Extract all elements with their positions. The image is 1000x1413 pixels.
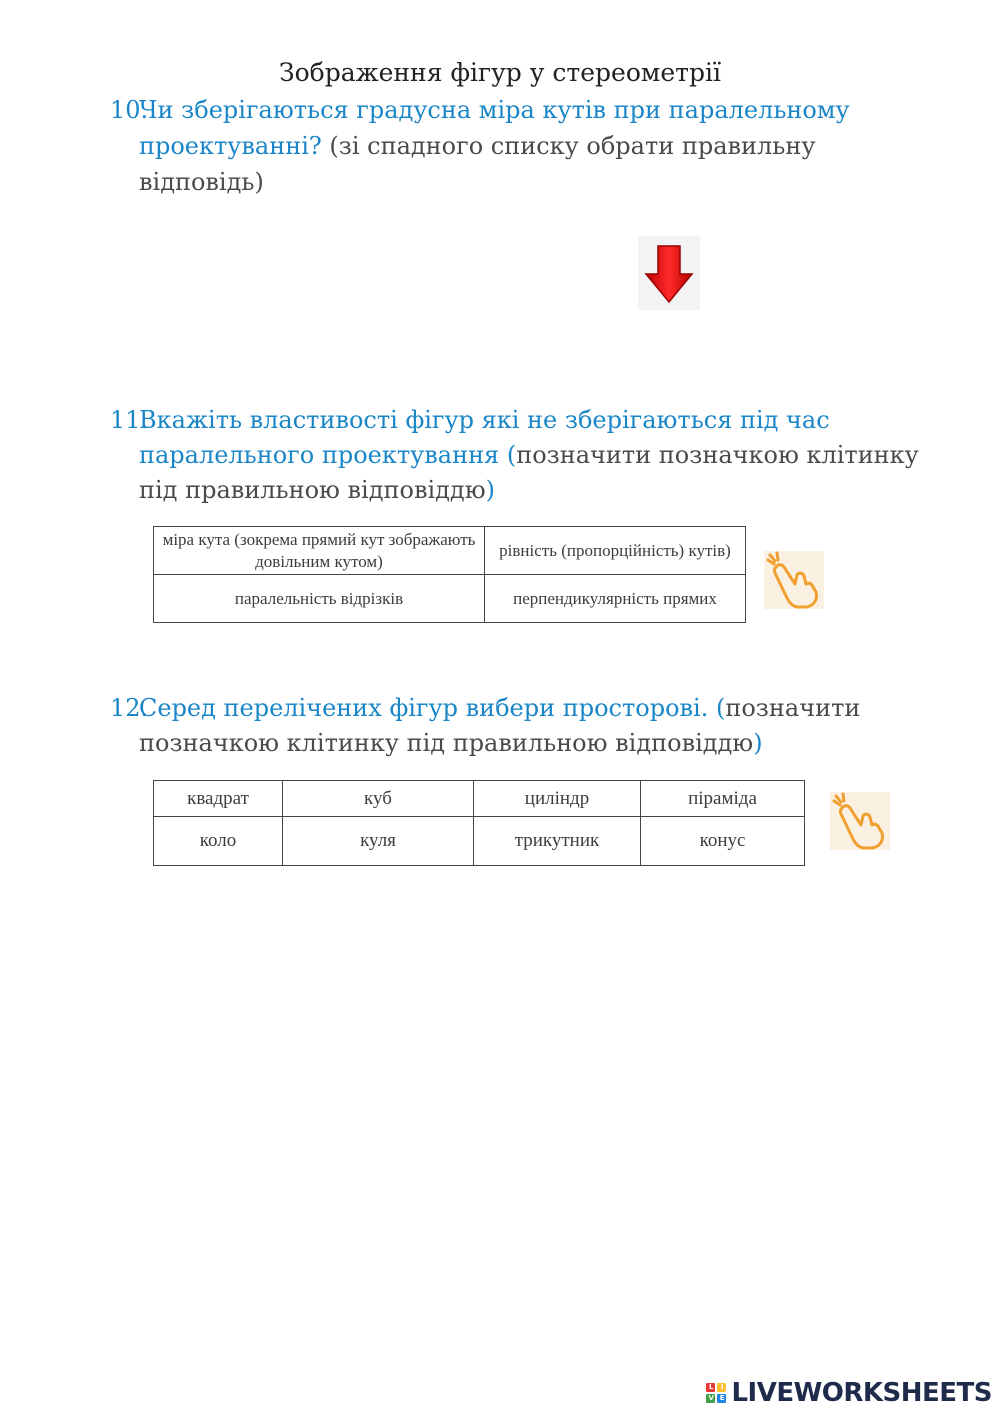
logo-letter: L — [706, 1383, 715, 1392]
table-cell[interactable]: куля — [283, 817, 474, 866]
question-number: 10. — [110, 96, 149, 124]
table-cell[interactable]: перпендикулярність прямих — [485, 575, 746, 623]
page-title: Зображення фігур у стереометрії — [279, 58, 721, 87]
table-cell[interactable]: піраміда — [641, 781, 805, 817]
question-text: Серед перелічених фігур вибери просторові. — [139, 694, 709, 722]
logo-letter: E — [717, 1394, 726, 1403]
question-number: 12. — [110, 694, 149, 722]
table-row — [154, 781, 805, 817]
paren-open: ( — [499, 441, 517, 469]
table-cell[interactable]: трикутник — [474, 817, 641, 866]
instruction-text: позначити позначкою клітинку під правильною відповіддю — [139, 441, 919, 504]
question-number: 11. — [110, 406, 149, 434]
instruction-text: позначити позначкою клітинку під правильною відповіддю — [139, 694, 861, 757]
paren-close: ) — [485, 476, 495, 504]
table-cell[interactable]: рівність (пропорційність) кутів) — [485, 527, 746, 575]
dropdown-arrow-button[interactable] — [638, 236, 700, 310]
liveworksheets-logo-icon — [706, 1383, 726, 1403]
question-text: Чи зберігаються градусна міра кутів при паралельному проектуванні? — [139, 96, 850, 160]
red-down-arrow-icon — [638, 236, 700, 310]
properties-table — [153, 526, 746, 623]
table-cell[interactable]: міра кута (зокрема прямий кут зображають довільним кутом) — [154, 527, 485, 575]
paren-close: ) — [254, 168, 264, 196]
paren-open: ( — [708, 694, 726, 722]
logo-letter: V — [706, 1394, 715, 1403]
table-cell[interactable]: куб — [283, 781, 474, 817]
paren-close: ) — [753, 729, 763, 757]
table-row — [154, 817, 805, 866]
question-text: Вкажіть властивості фігур які не зберігаються під час паралельного проектування — [139, 406, 830, 469]
question-12 — [110, 691, 920, 761]
pointing-hand-icon — [830, 792, 890, 850]
paren-open: ( — [321, 132, 339, 160]
table-cell[interactable]: квадрат — [154, 781, 283, 817]
liveworksheets-brand — [706, 1378, 992, 1408]
table-cell[interactable]: конус — [641, 817, 805, 866]
instruction-text: зі спадного списку обрати правильну відповідь — [139, 132, 816, 196]
table-row — [154, 527, 746, 575]
table-cell[interactable]: паралельність відрізків — [154, 575, 485, 623]
table-cell[interactable]: циліндр — [474, 781, 641, 817]
figures-table — [153, 780, 805, 866]
table-row — [154, 575, 746, 623]
question-10 — [110, 92, 890, 200]
table-cell[interactable]: коло — [154, 817, 283, 866]
brand-name: LIVEWORKSHEETS — [731, 1378, 992, 1408]
question-11 — [110, 403, 920, 508]
pointing-hand-icon — [764, 551, 824, 609]
logo-letter: I — [717, 1383, 726, 1392]
